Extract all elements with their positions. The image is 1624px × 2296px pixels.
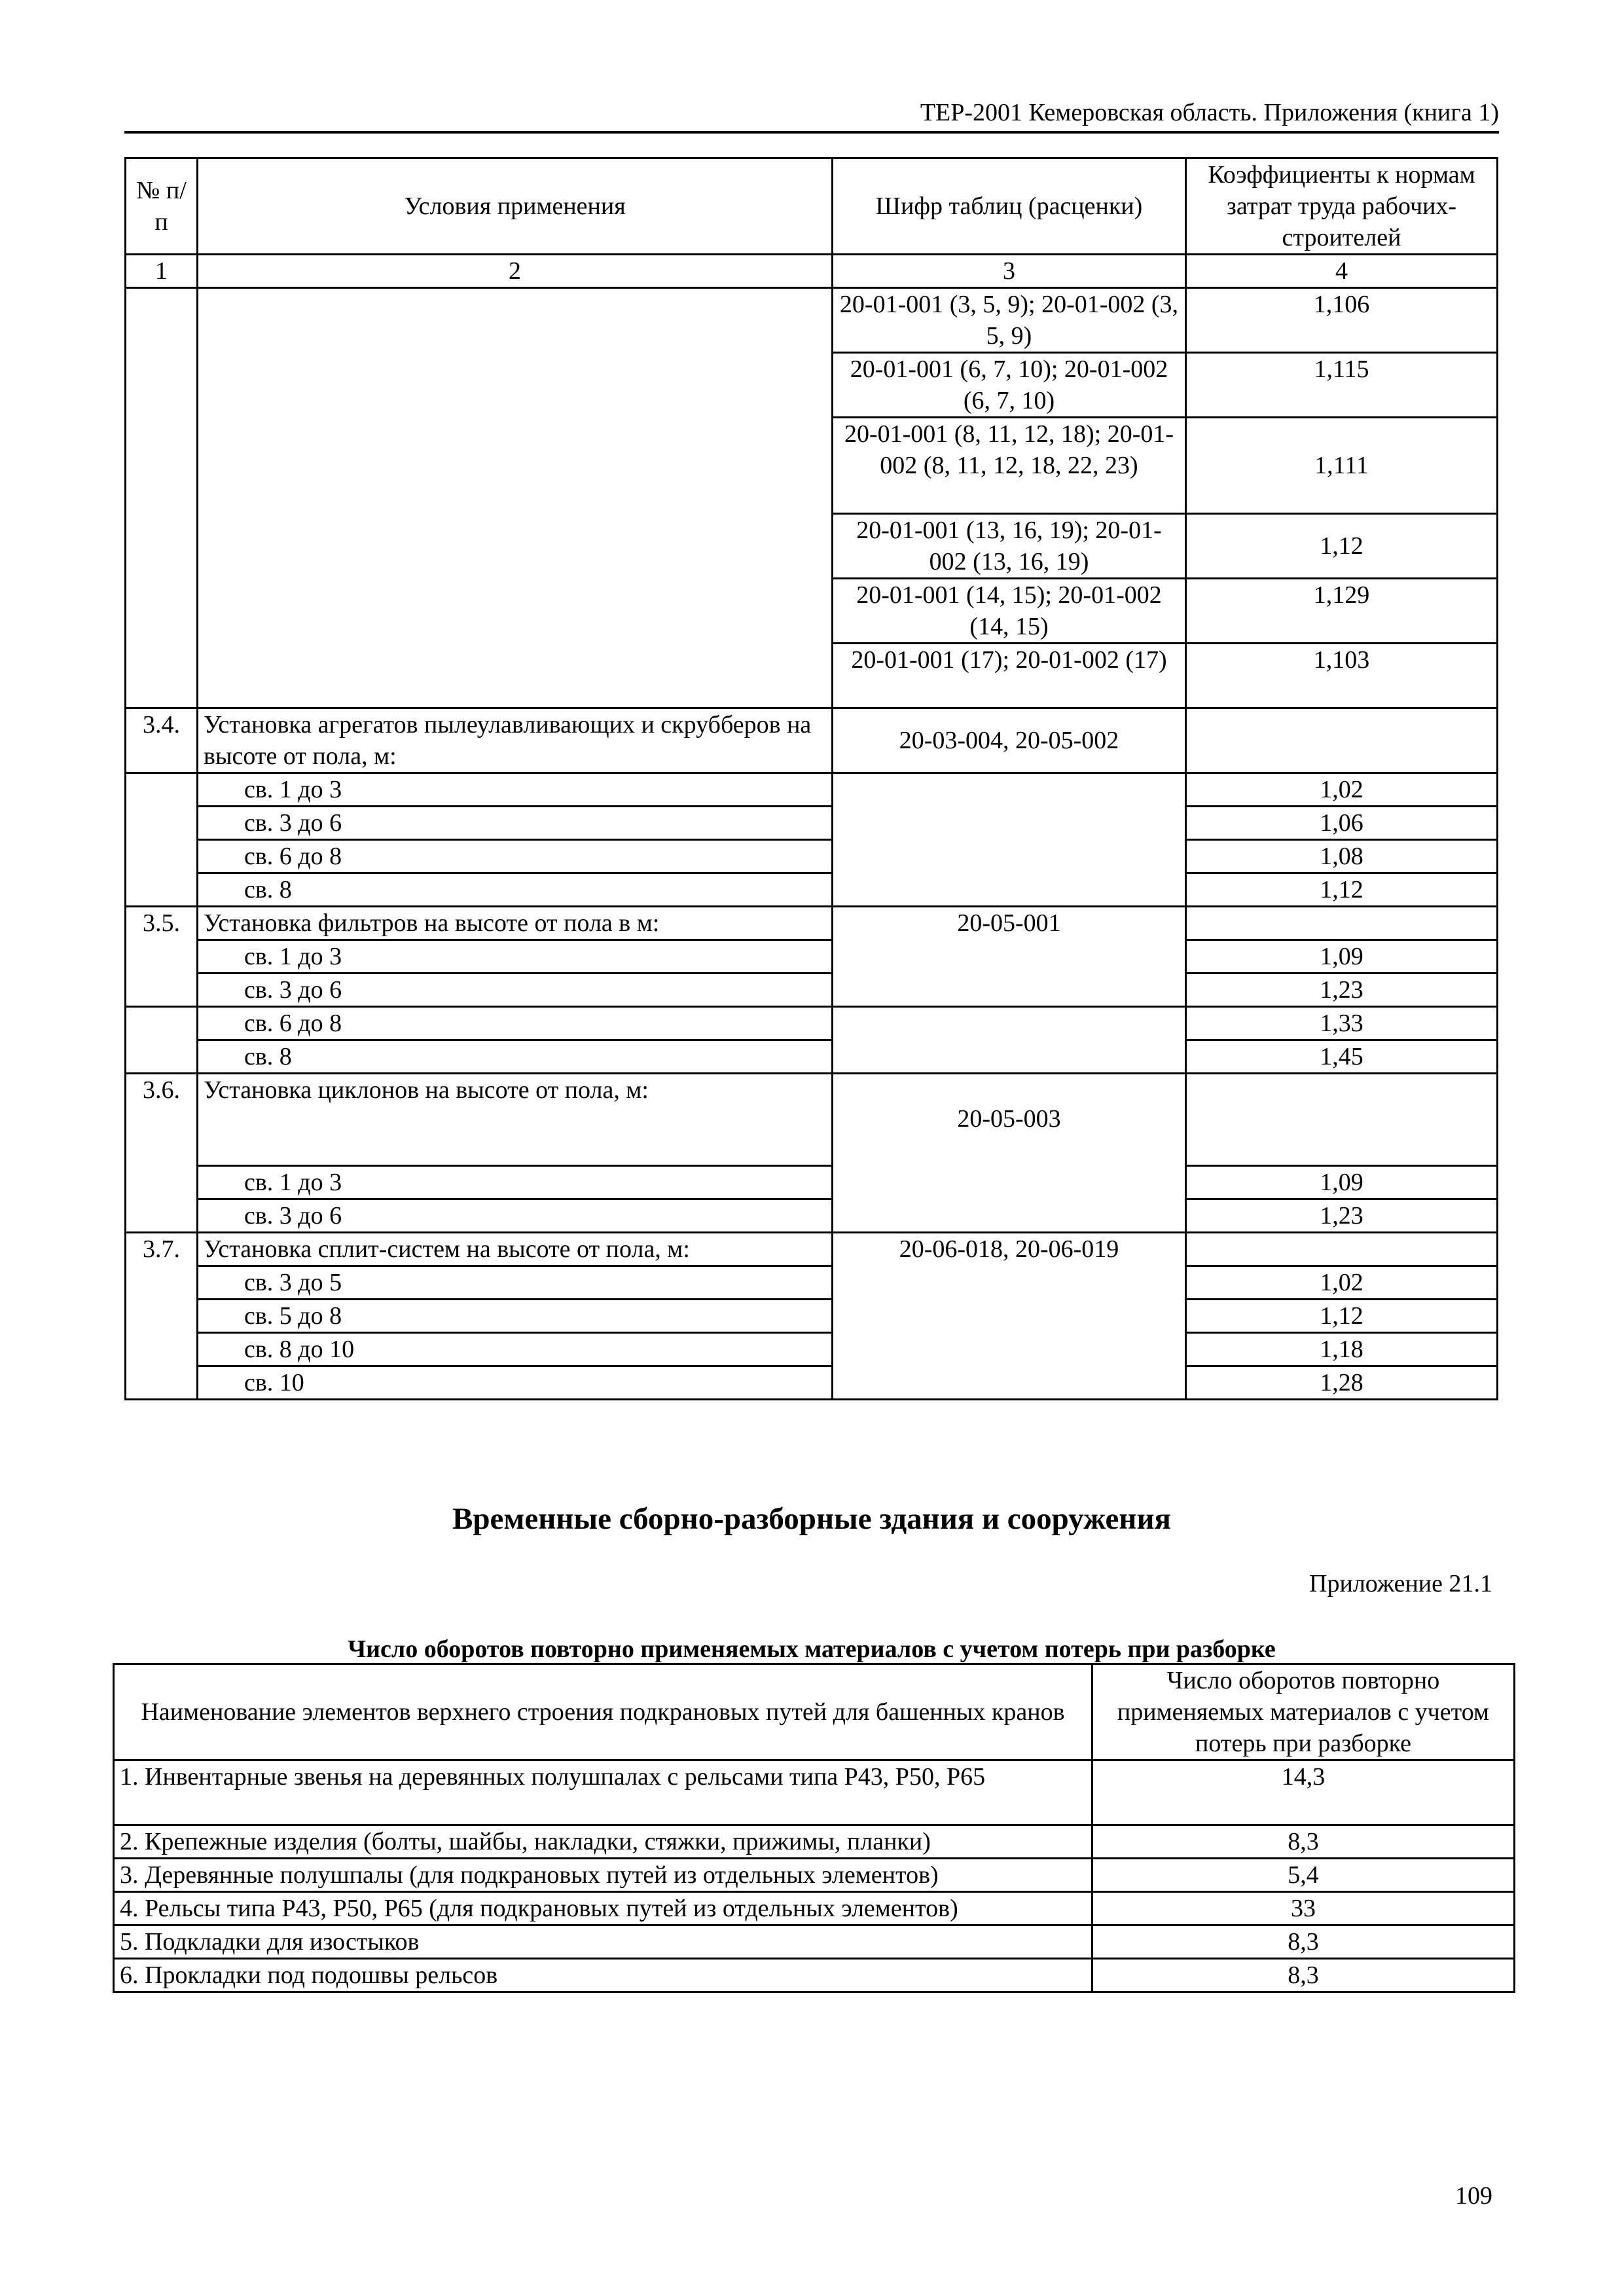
coefficient-cell: 1,08 [1186,840,1498,873]
height-range: св. 8 [198,1040,833,1074]
coefficient-cell: 1,02 [1186,1266,1498,1300]
table-row [126,1333,1498,1366]
height-range: св. 3 до 6 [198,974,833,1007]
coefficient-cell: 1,106 [1186,288,1498,353]
column-header-turnover: Число оборотов повторно применяемых материалов с учетом потерь при разборке [1092,1664,1515,1760]
table-row [114,1959,1515,1992]
height-range: св. 8 до 10 [198,1333,833,1366]
table-row [114,1892,1515,1925]
height-range: св. 5 до 8 [198,1300,833,1333]
element-name: 1. Инвентарные звенья на деревянных полушпалах с рельсами типа Р43, Р50, Р65 [114,1760,1092,1825]
code-cell: 20-01-001 (8, 11, 12, 18); 20-01-002 (8, 11, 12, 18, 22, 23) [833,418,1186,514]
height-range: св. 6 до 8 [198,1007,833,1040]
coefficient-cell: 1,02 [1186,773,1498,807]
table-row [126,1300,1498,1333]
height-range: св. 3 до 6 [198,1199,833,1233]
table-header-row [126,158,1498,255]
table-row [114,1760,1515,1825]
empty-cell [1186,708,1498,773]
table-row [126,288,1498,353]
code-cell: 20-05-003 [833,1074,1186,1233]
code-cell: 20-03-004, 20-05-002 [833,708,1186,773]
coefficient-cell: 1,12 [1186,514,1498,579]
empty-cell [198,288,833,708]
column-number: 3 [833,255,1186,288]
table-header-row [114,1664,1515,1760]
table-row [126,1366,1498,1400]
table-row [114,1825,1515,1859]
coefficient-cell: 1,09 [1186,940,1498,974]
code-cell: 20-01-001 (14, 15); 20-01-002 (14, 15) [833,579,1186,644]
section-row-3-7 [126,1233,1498,1266]
code-cell: 20-01-001 (3, 5, 9); 20-01-002 (3, 5, 9) [833,288,1186,353]
table-caption: Число оборотов повторно применяемых материалов с учетом потерь при разборке [348,1635,1276,1663]
column-number: 4 [1186,255,1498,288]
height-range: св. 3 до 5 [198,1266,833,1300]
height-range: св. 1 до 3 [198,940,833,974]
column-header-coefficient: Коэффициенты к нормам затрат труда рабочих-строителей [1186,158,1498,255]
column-header-code: Шифр таблиц (расценки) [833,158,1186,255]
table-row [114,1925,1515,1959]
turnover-value: 8,3 [1092,1959,1515,1992]
coefficient-cell: 1,45 [1186,1040,1498,1074]
coefficient-cell: 1,111 [1186,418,1498,514]
coefficient-cell: 1,129 [1186,579,1498,644]
table-row [126,1199,1498,1233]
table-row [114,1859,1515,1892]
section-row-3-4 [126,708,1498,773]
code-cell: 20-01-001 (13, 16, 19); 20-01-002 (13, 16, 19) [833,514,1186,579]
turnover-value: 8,3 [1092,1825,1515,1859]
table-row [126,974,1498,1007]
empty-cell [126,288,198,708]
height-range: св. 6 до 8 [198,840,833,873]
coefficient-cell: 1,28 [1186,1366,1498,1400]
row-number: 3.7. [126,1233,198,1400]
table-row [126,1040,1498,1074]
condition-title: Установка агрегатов пылеулавливающих и скрубберов на высоте от пола, м: [198,708,833,773]
page-number: 109 [1455,2182,1492,2210]
condition-title: Установка фильтров на высоте от пола в м: [198,907,833,940]
element-name: 5. Подкладки для изостыков [114,1925,1092,1959]
empty-cell [1186,1074,1498,1166]
table-row [126,1007,1498,1040]
table-row [126,1166,1498,1199]
table-row [126,873,1498,907]
turnover-value: 33 [1092,1892,1515,1925]
height-range: св. 3 до 6 [198,807,833,840]
height-range: св. 1 до 3 [198,1166,833,1199]
column-number: 1 [126,255,198,288]
element-name: 6. Прокладки под подошвы рельсов [114,1959,1092,1992]
height-range: св. 10 [198,1366,833,1400]
running-header: ТЕР-2001 Кемеровская область. Приложения (книга 1) [124,97,1499,134]
row-number: 3.5. [126,907,198,1007]
row-number: 3.6. [126,1074,198,1233]
column-numbers-row [126,255,1498,288]
empty-cell [833,773,1186,907]
coefficient-cell: 1,23 [1186,974,1498,1007]
coefficient-cell: 1,06 [1186,807,1498,840]
element-name: 2. Крепежные изделия (болты, шайбы, накладки, стяжки, прижимы, планки) [114,1825,1092,1859]
turnover-value: 14,3 [1092,1760,1515,1825]
appendix-label: Приложение 21.1 [1309,1570,1492,1597]
element-name: 4. Рельсы типа Р43, Р50, Р65 (для подкрановых путей из отдельных элементов) [114,1892,1092,1925]
table-row [126,940,1498,974]
section-title: Временные сборно-разборные здания и сооружения [452,1502,1171,1536]
coefficient-cell: 1,12 [1186,873,1498,907]
coefficient-cell: 1,18 [1186,1333,1498,1366]
empty-cell [1186,907,1498,940]
coefficient-cell: 1,23 [1186,1199,1498,1233]
empty-cell [126,1007,198,1074]
turnover-value: 8,3 [1092,1925,1515,1959]
column-header-conditions: Условия применения [198,158,833,255]
code-cell: 20-01-001 (6, 7, 10); 20-01-002 (6, 7, 10) [833,353,1186,418]
condition-title: Установка циклонов на высоте от пола, м: [198,1074,833,1166]
row-number: 3.4. [126,708,198,773]
empty-cell [1186,1233,1498,1266]
empty-cell [126,773,198,907]
element-name: 3. Деревянные полушпалы (для подкрановых путей из отдельных элементов) [114,1859,1092,1892]
coefficients-table [124,157,1498,1400]
height-range: св. 1 до 3 [198,773,833,807]
table-row [126,773,1498,807]
coefficient-cell: 1,12 [1186,1300,1498,1333]
table-row [126,1266,1498,1300]
coefficient-cell: 1,09 [1186,1166,1498,1199]
coefficient-cell: 1,103 [1186,644,1498,708]
turnover-table [113,1663,1515,1993]
height-range: св. 8 [198,873,833,907]
code-cell: 20-06-018, 20-06-019 [833,1233,1186,1400]
column-header-element-name: Наименование элементов верхнего строения подкрановых путей для башенных кранов [114,1664,1092,1760]
section-row-3-6 [126,1074,1498,1166]
coefficient-cell: 1,115 [1186,353,1498,418]
turnover-value: 5,4 [1092,1859,1515,1892]
table-row [126,840,1498,873]
empty-cell [833,1007,1186,1074]
code-cell: 20-05-001 [833,907,1186,1007]
column-header-number: № п/п [126,158,198,255]
code-cell: 20-01-001 (17); 20-01-002 (17) [833,644,1186,708]
table-row [126,807,1498,840]
section-row-3-5 [126,907,1498,940]
coefficient-cell: 1,33 [1186,1007,1498,1040]
condition-title: Установка сплит-систем на высоте от пола, м: [198,1233,833,1266]
column-number: 2 [198,255,833,288]
